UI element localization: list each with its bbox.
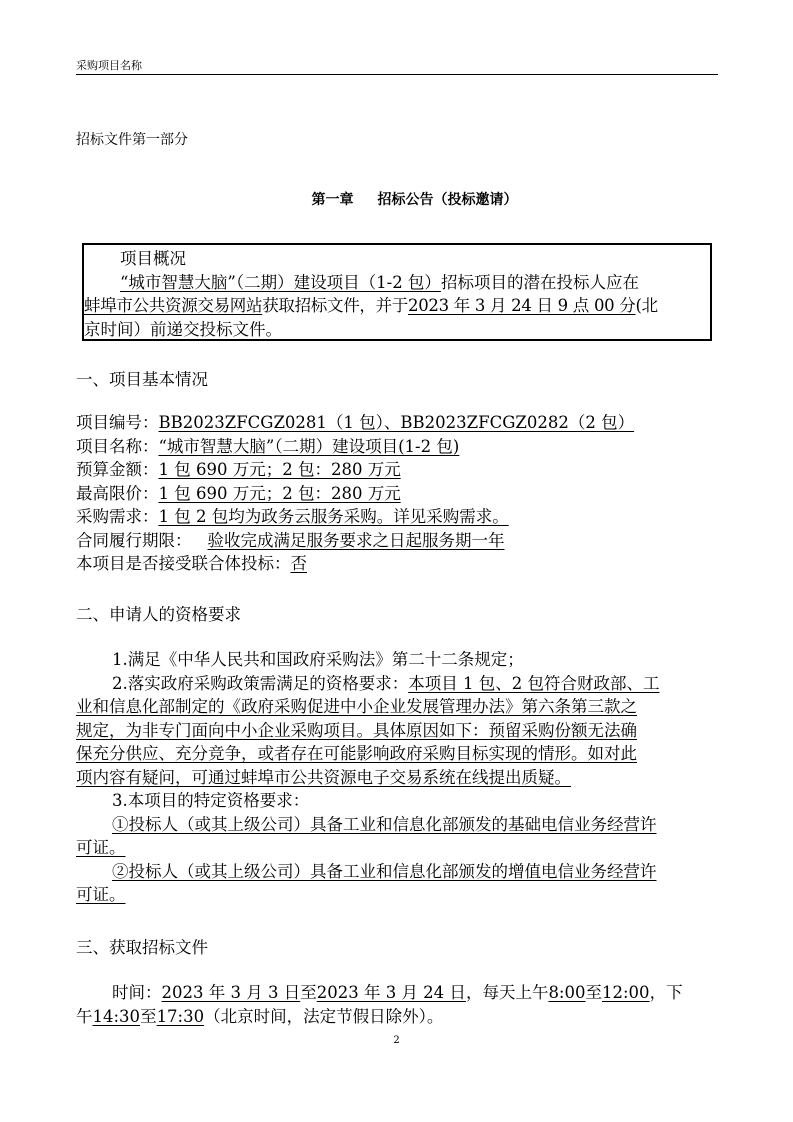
- qualification-3b: ②投标人（或其上级公司）具备工业和信息化部颁发的增值电信业务经营许: [112, 861, 657, 881]
- item-consortium: 本项目是否接受联合体投标：否: [76, 554, 307, 573]
- section1-heading: 一、项目基本情况: [76, 370, 208, 389]
- item-project-name: 项目名称：“城市智慧大脑”（二期）建设项目(1-2 包): [76, 436, 460, 456]
- qualification-2: 2.落实政府采购政策需满足的资格要求：本项目 1 包、2 包符合财政部、工: [112, 673, 660, 693]
- qualification-3b-line-2: 可证。: [76, 885, 126, 904]
- overview-line-2: 蚌埠市公共资源交易网站获取招标文件，并于2023 年 3 月 24 日 9 点 00 分(北: [84, 296, 658, 315]
- overview-line-1: “城市智慧大脑”（二期）建设项目（1-2 包）招标项目的潜在投标人应在: [120, 272, 639, 292]
- project-name-link: “城市智慧大脑”（二期）建设项目（1-2 包）: [120, 272, 441, 292]
- qualification-3a-line-2: 可证。: [76, 838, 126, 857]
- acquisition-time-line-1: 时间：2023 年 3 月 3 日至2023 年 3 月 24 日，每天上午8:00至12:00，下: [112, 983, 683, 1002]
- item-contract-period: 合同履行期限： 验收完成满足服务要求之日起服务期一年: [76, 530, 505, 550]
- qualification-2-line-5: 项内容有疑问，可通过蚌埠市公共资源电子交易系统在线提出质疑。: [76, 767, 571, 787]
- item-requirement: 采购需求：1 包 2 包均为政务云服务采购。详见采购需求。: [76, 507, 509, 526]
- item-project-number: 项目编号：BB2023ZFCGZ0281（1 包）、BB2023ZFCGZ0282（2 包）: [76, 413, 635, 432]
- deadline-time: 2023 年 3 月 24 日 9 点 00 分: [408, 296, 636, 315]
- qualification-2-line-3: 规定，为非专门面向中小企业采购项目。具体原因如下：预留采购份额无法确: [76, 720, 637, 740]
- qualification-3: 3.本项目的特定资格要求：: [112, 791, 310, 810]
- trading-site-link: 蚌埠市公共资源交易网站: [84, 296, 263, 315]
- qualification-2-line-4: 保充分供应、充分竞争，或者存在可能影响政府采购目标实现的情形。如对此: [76, 744, 637, 763]
- section1-items: [76, 411, 721, 576]
- qualification-1: 1.满足《中华人民共和国政府采购法》第二十二条规定；: [112, 650, 524, 669]
- overview-box: [82, 243, 712, 341]
- part-title: 招标文件第一部分: [76, 132, 188, 148]
- qualification-2-line-2: 业和信息化部制定的《政府采购促进中小企业发展管理办法》第六条第三款之: [76, 697, 637, 716]
- section3-body: [76, 981, 721, 1028]
- overview-line-3: 京时间）前递交投标文件。: [84, 319, 282, 339]
- section3-heading: 三、获取招标文件: [76, 938, 208, 957]
- section2-body: [76, 648, 721, 907]
- chapter-heading: [76, 189, 753, 209]
- overview-heading: 项目概况: [120, 249, 186, 268]
- header-rule: [76, 74, 718, 75]
- section2-heading: 二、申请人的资格要求: [76, 605, 241, 624]
- qualification-3a: ①投标人（或其上级公司）具备工业和信息化部颁发的基础电信业务经营许: [112, 814, 657, 834]
- chapter-number: 第一章: [311, 192, 354, 208]
- page-number: 2: [393, 1035, 400, 1046]
- chapter-title: 招标公告（投标邀请）: [377, 192, 518, 208]
- item-budget: 预算金额：1 包 690 万元；2 包：280 万元: [76, 460, 401, 479]
- header-title: 采购项目名称: [76, 59, 142, 72]
- item-max-price: 最高限价：1 包 690 万元；2 包：280 万元: [76, 483, 401, 503]
- acquisition-time-line-2: 午14:30至17:30（北京时间，法定节假日除外）。: [76, 1006, 444, 1026]
